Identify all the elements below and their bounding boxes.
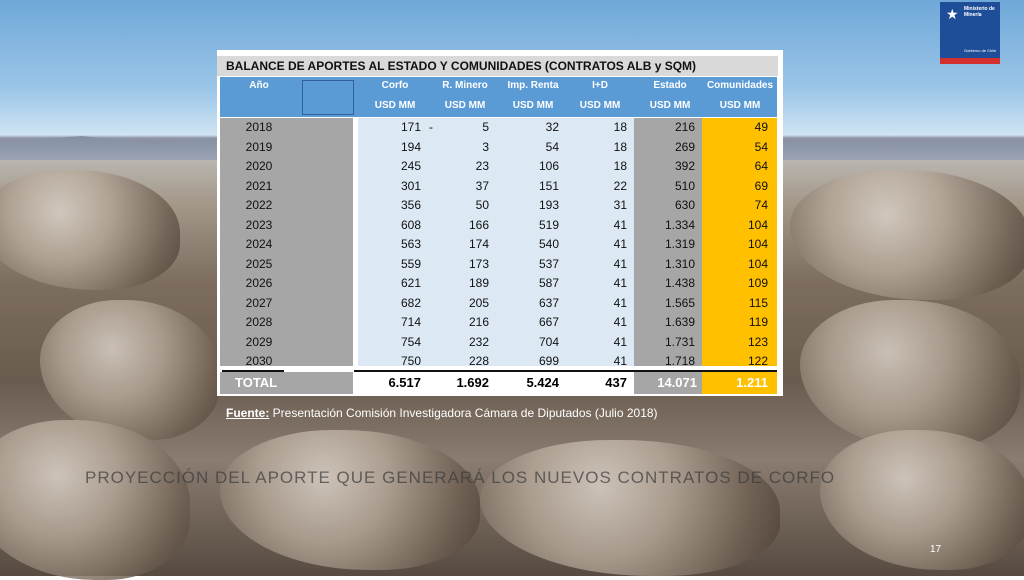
row-year: 2019 xyxy=(245,139,273,154)
row-id: 41 xyxy=(613,217,627,232)
header-empty-cell xyxy=(302,80,354,115)
row-comunidades: 64 xyxy=(754,159,768,173)
total-corfo: 6.517 xyxy=(388,375,421,390)
row-estado: 630 xyxy=(674,198,695,212)
total-imprenta: 5.424 xyxy=(526,375,559,390)
row-imprenta: 704 xyxy=(538,334,559,349)
total-id: 437 xyxy=(605,375,627,390)
row-year: 2027 xyxy=(245,295,273,310)
row-dash: - xyxy=(429,120,433,134)
row-year: 2018 xyxy=(245,120,273,134)
table-row xyxy=(217,333,783,353)
row-estado: 392 xyxy=(674,159,695,173)
row-estado: 269 xyxy=(674,139,695,154)
unit-comunidades: USD MM xyxy=(719,100,761,111)
logo-line1: Ministerio de xyxy=(964,6,995,12)
row-rminero: 232 xyxy=(468,334,489,349)
row-imprenta: 667 xyxy=(538,315,559,329)
row-comunidades: 123 xyxy=(747,334,768,349)
table-row xyxy=(217,157,783,177)
source-text: Presentación Comisión Investigadora Cámara de Diputados (Julio 2018) xyxy=(269,406,658,420)
unit-imprenta: USD MM xyxy=(512,100,554,111)
row-imprenta: 32 xyxy=(545,120,559,134)
row-year: 2024 xyxy=(245,237,273,251)
row-id: 41 xyxy=(613,295,627,310)
table-row xyxy=(217,274,783,294)
row-imprenta: 519 xyxy=(538,217,559,232)
row-rminero: 189 xyxy=(468,276,489,290)
total-rminero: 1.692 xyxy=(456,375,489,390)
row-year: 2028 xyxy=(245,315,273,329)
row-id: 31 xyxy=(613,198,627,212)
table-row xyxy=(217,138,783,158)
row-comunidades: 49 xyxy=(754,120,768,134)
row-corfo: 563 xyxy=(400,237,421,251)
table-row xyxy=(217,177,783,197)
row-rminero: 50 xyxy=(475,198,489,212)
row-corfo: 714 xyxy=(400,315,421,329)
row-imprenta: 193 xyxy=(538,198,559,212)
row-estado: 216 xyxy=(674,120,695,134)
row-year: 2025 xyxy=(245,256,273,271)
row-imprenta: 540 xyxy=(538,237,559,251)
row-corfo: 356 xyxy=(400,198,421,212)
row-estado: 510 xyxy=(674,178,695,193)
row-imprenta: 637 xyxy=(538,295,559,310)
row-year: 2022 xyxy=(245,198,273,212)
row-imprenta: 699 xyxy=(538,354,559,368)
row-rminero: 23 xyxy=(475,159,489,173)
row-estado: 1.319 xyxy=(664,237,695,251)
row-corfo: 194 xyxy=(400,139,421,154)
row-estado: 1.718 xyxy=(664,354,695,368)
row-id: 18 xyxy=(613,120,627,134)
row-rminero: 166 xyxy=(468,217,489,232)
row-imprenta: 54 xyxy=(545,139,559,154)
unit-corfo: USD MM xyxy=(374,100,416,111)
row-corfo: 171 xyxy=(400,120,421,134)
row-rminero: 228 xyxy=(468,354,489,368)
table-row xyxy=(217,235,783,255)
row-estado: 1.565 xyxy=(664,295,695,310)
source-note xyxy=(226,406,658,420)
row-comunidades: 74 xyxy=(754,198,768,212)
unit-rminero: USD MM xyxy=(444,100,486,111)
header-imprenta: Imp. Renta xyxy=(507,80,559,91)
row-comunidades: 122 xyxy=(747,354,768,368)
star-icon: ★ xyxy=(946,6,959,22)
row-estado: 1.310 xyxy=(664,256,695,271)
row-estado: 1.438 xyxy=(664,276,695,290)
source-label: Fuente: xyxy=(226,406,270,420)
row-rminero: 5 xyxy=(482,120,489,134)
row-estado: 1.334 xyxy=(664,217,695,232)
row-id: 18 xyxy=(613,159,627,173)
total-estado: 14.071 xyxy=(657,375,697,390)
row-year: 2020 xyxy=(245,159,273,173)
row-estado: 1.639 xyxy=(664,315,695,329)
ministry-logo xyxy=(940,2,1000,64)
row-corfo: 750 xyxy=(400,354,421,368)
row-id: 41 xyxy=(613,354,627,368)
table-row xyxy=(217,118,783,138)
header-estado: Estado xyxy=(653,80,687,91)
row-rminero: 216 xyxy=(468,315,489,329)
row-id: 41 xyxy=(613,315,627,329)
row-imprenta: 106 xyxy=(538,159,559,173)
row-imprenta: 587 xyxy=(538,276,559,290)
row-rminero: 37 xyxy=(475,178,489,193)
row-comunidades: 115 xyxy=(748,295,768,310)
row-comunidades: 119 xyxy=(748,315,768,329)
row-id: 41 xyxy=(613,276,627,290)
table-title: BALANCE DE APORTES AL ESTADO Y COMUNIDADES (CONTRATOS ALB y SQM) xyxy=(217,56,778,76)
row-id: 41 xyxy=(613,237,627,251)
row-corfo: 754 xyxy=(400,334,421,349)
row-corfo: 301 xyxy=(400,178,421,193)
balance-table xyxy=(217,50,783,396)
row-corfo: 621 xyxy=(400,276,421,290)
logo-subtitle: Gobierno de Chile xyxy=(964,48,997,53)
table-row xyxy=(217,313,783,333)
row-comunidades: 104 xyxy=(747,256,768,271)
row-corfo: 608 xyxy=(400,217,421,232)
table-row xyxy=(217,196,783,216)
total-comunidades: 1.211 xyxy=(736,375,768,390)
row-year: 2026 xyxy=(245,276,273,290)
total-row xyxy=(217,372,783,394)
slide-caption: PROYECCIÓN DEL APORTE QUE GENERARÁ LOS NUEVOS CONTRATOS DE CORFO xyxy=(85,468,836,487)
row-year: 2021 xyxy=(245,178,273,193)
row-corfo: 245 xyxy=(400,159,421,173)
table-header xyxy=(220,77,777,117)
row-imprenta: 537 xyxy=(538,256,559,271)
row-comunidades: 109 xyxy=(747,276,768,290)
row-comunidades: 54 xyxy=(754,139,768,154)
page-number: 17 xyxy=(930,544,942,555)
row-imprenta: 151 xyxy=(538,178,559,193)
row-rminero: 3 xyxy=(482,139,489,154)
row-id: 41 xyxy=(613,256,627,271)
row-id: 41 xyxy=(613,334,627,349)
table-row xyxy=(217,294,783,314)
row-comunidades: 104 xyxy=(747,217,768,232)
row-comunidades: 104 xyxy=(747,237,768,251)
table-row xyxy=(217,255,783,275)
row-rminero: 174 xyxy=(468,237,489,251)
logo-text xyxy=(964,6,998,18)
row-corfo: 682 xyxy=(400,295,421,310)
row-year: 2023 xyxy=(245,217,273,232)
total-label: TOTAL xyxy=(235,375,278,390)
table-row xyxy=(217,352,783,372)
unit-estado: USD MM xyxy=(649,100,691,111)
header-id: I+D xyxy=(592,80,608,91)
row-rminero: 173 xyxy=(468,256,489,271)
row-corfo: 559 xyxy=(400,256,421,271)
table-row xyxy=(217,216,783,236)
row-id: 22 xyxy=(613,178,627,193)
row-id: 18 xyxy=(613,139,627,154)
header-year: Año xyxy=(249,80,269,91)
row-estado: 1.731 xyxy=(664,334,695,349)
header-rminero: R. Minero xyxy=(442,80,488,91)
unit-id: USD MM xyxy=(579,100,621,111)
row-rminero: 205 xyxy=(468,295,489,310)
row-year: 2030 xyxy=(245,354,273,368)
logo-line2: Minería xyxy=(964,12,982,18)
header-corfo: Corfo xyxy=(381,80,409,91)
row-comunidades: 69 xyxy=(754,178,768,193)
row-year: 2029 xyxy=(245,334,273,349)
header-comunidades: Comunidades xyxy=(706,80,774,91)
